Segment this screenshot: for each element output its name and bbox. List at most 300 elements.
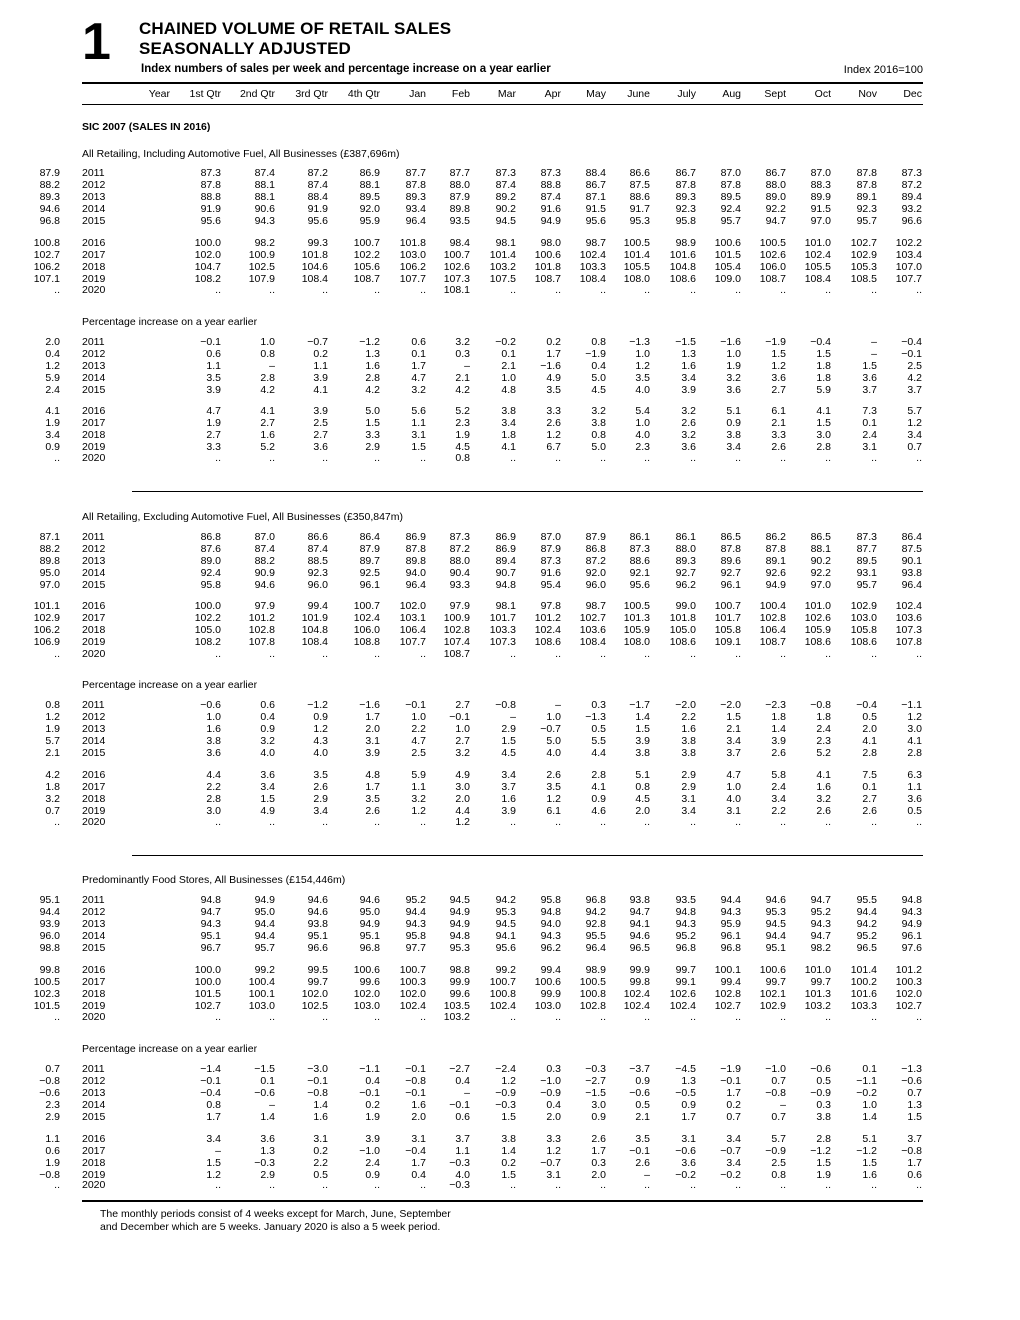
cell-value: 96.5 <box>629 942 650 954</box>
row-year: 2017 <box>82 417 106 429</box>
cell-value: 92.4 <box>200 567 221 579</box>
cell-value: 99.4 <box>540 964 561 976</box>
cell-value: 3.2 <box>726 372 741 384</box>
cell-value: 3.0 <box>206 805 221 817</box>
cell-value: 0.7 <box>907 1087 922 1099</box>
cell-value: 1.7 <box>907 1157 922 1169</box>
cell-value: 1.2 <box>546 429 561 441</box>
cell-value: 96.2 <box>540 942 561 954</box>
cell-value: 94.2 <box>585 906 606 918</box>
cell-value: 87.3 <box>449 531 470 543</box>
cell-value: 5.8 <box>771 769 786 781</box>
cell-value: −1.1 <box>359 1063 380 1075</box>
cell-value: 102.5 <box>301 1000 328 1012</box>
cell-value: 95.1 <box>39 894 60 906</box>
cell-value: 91.7 <box>629 203 650 215</box>
cell-value: 88.4 <box>307 191 328 203</box>
cell-value: 92.5 <box>359 567 380 579</box>
cell-value: 102.4 <box>804 249 831 261</box>
cell-value: .. <box>600 816 606 828</box>
cell-value: 87.8 <box>856 179 877 191</box>
cell-value: −1.6 <box>540 360 561 372</box>
cell-value: 1.6 <box>681 723 696 735</box>
cell-value: 86.1 <box>629 531 650 543</box>
cell-value: 99.5 <box>307 964 328 976</box>
cell-value: 5.9 <box>45 372 60 384</box>
cell-value: .. <box>269 1179 275 1191</box>
cell-value: 0.7 <box>771 1075 786 1087</box>
cell-value: 98.0 <box>540 237 561 249</box>
cell-value: 7.3 <box>862 405 877 417</box>
cell-value: 87.4 <box>254 167 275 179</box>
cell-value: 87.2 <box>901 179 922 191</box>
cell-value: 105.6 <box>353 261 380 273</box>
cell-value: 86.9 <box>359 167 380 179</box>
cell-value: 99.0 <box>675 600 696 612</box>
cell-value: .. <box>215 648 221 660</box>
cell-value: – <box>215 1145 221 1157</box>
cell-value: −0.9 <box>765 1145 786 1157</box>
cell-value: .. <box>871 1011 877 1023</box>
cell-value: −0.1 <box>307 1075 328 1087</box>
cell-value: 1.5 <box>206 1157 221 1169</box>
cell-value: 2.8 <box>907 747 922 759</box>
cell-value: .. <box>54 816 60 828</box>
cell-value: 5.0 <box>546 735 561 747</box>
cell-value: 0.9 <box>635 1075 650 1087</box>
row-year: 2016 <box>82 1133 106 1145</box>
cell-value: 3.4 <box>907 429 922 441</box>
cell-value: 4.0 <box>726 793 741 805</box>
cell-value: .. <box>735 1179 741 1191</box>
cell-value: 100.5 <box>759 237 786 249</box>
cell-value: .. <box>735 1011 741 1023</box>
cell-value: 4.7 <box>411 735 426 747</box>
cell-value: 3.9 <box>635 735 650 747</box>
cell-value: 87.3 <box>901 167 922 179</box>
cell-value: 3.9 <box>771 735 786 747</box>
cell-value: −1.3 <box>629 336 650 348</box>
row-year: 2015 <box>82 1111 106 1123</box>
cell-value: 105.8 <box>850 624 877 636</box>
cell-value: 2.1 <box>771 417 786 429</box>
cell-value: 3.0 <box>455 781 470 793</box>
cell-value: .. <box>871 452 877 464</box>
cell-value: 1.1 <box>313 360 328 372</box>
cell-value: 1.6 <box>862 1169 877 1181</box>
cell-value: 94.7 <box>200 906 221 918</box>
row-year: 2012 <box>82 348 106 360</box>
cell-value: .. <box>600 1179 606 1191</box>
cell-value: 100.4 <box>248 976 275 988</box>
cell-value: 103.6 <box>895 612 922 624</box>
cell-value: 90.1 <box>901 555 922 567</box>
cell-value: 1.1 <box>907 781 922 793</box>
cell-value: .. <box>510 1011 516 1023</box>
cell-value: −1.6 <box>359 699 380 711</box>
cell-value: 4.7 <box>726 769 741 781</box>
cell-value: 0.6 <box>411 336 426 348</box>
cell-value: 1.4 <box>501 1145 516 1157</box>
row-year: 2015 <box>82 579 106 591</box>
cell-value: 1.2 <box>411 805 426 817</box>
cell-value: 87.0 <box>810 167 831 179</box>
cell-value: 103.0 <box>850 612 877 624</box>
cell-value: 3.9 <box>681 384 696 396</box>
cell-value: 3.8 <box>681 747 696 759</box>
cell-value: 101.2 <box>895 964 922 976</box>
cell-value: 3.1 <box>365 735 380 747</box>
cell-value: 0.5 <box>635 1099 650 1111</box>
cell-value: 4.2 <box>45 769 60 781</box>
cell-value: −0.8 <box>307 1087 328 1099</box>
cell-value: 4.6 <box>591 805 606 817</box>
cell-value: 101.2 <box>248 612 275 624</box>
cell-value: −0.5 <box>675 1087 696 1099</box>
cell-value: 95.0 <box>254 906 275 918</box>
cell-value: 4.4 <box>455 805 470 817</box>
cell-value: 99.7 <box>675 964 696 976</box>
title-line-1: CHAINED VOLUME OF RETAIL SALES <box>139 19 452 38</box>
cell-value: −0.1 <box>200 336 221 348</box>
cell-value: −0.8 <box>405 1075 426 1087</box>
cell-value: −0.9 <box>495 1087 516 1099</box>
cell-value: 2.4 <box>862 429 877 441</box>
cell-value: 95.3 <box>449 942 470 954</box>
cell-value: 103.2 <box>443 1011 470 1023</box>
cell-value: 0.8 <box>771 1169 786 1181</box>
cell-value: 0.9 <box>260 723 275 735</box>
cell-value: −2.7 <box>585 1075 606 1087</box>
cell-value: 1.5 <box>501 1111 516 1123</box>
cell-value: .. <box>215 452 221 464</box>
cell-value: 5.2 <box>260 441 275 453</box>
cell-value: 0.1 <box>501 348 516 360</box>
cell-value: 87.0 <box>254 531 275 543</box>
cell-value: 94.9 <box>359 918 380 930</box>
cell-value: 98.2 <box>810 942 831 954</box>
cell-value: 5.9 <box>816 384 831 396</box>
cell-value: 95.0 <box>39 567 60 579</box>
cell-value: 95.2 <box>405 894 426 906</box>
cell-value: – <box>269 360 275 372</box>
cell-value: 88.2 <box>39 179 60 191</box>
cell-value: .. <box>269 1011 275 1023</box>
cell-value: 102.6 <box>804 612 831 624</box>
cell-value: 1.6 <box>313 1111 328 1123</box>
cell-value: 107.8 <box>895 636 922 648</box>
cell-value: 2.4 <box>816 723 831 735</box>
cell-value: 108.7 <box>759 636 786 648</box>
cell-value: 5.7 <box>907 405 922 417</box>
cell-value: 101.7 <box>714 612 741 624</box>
cell-value: 2.3 <box>455 417 470 429</box>
cell-value: 102.7 <box>895 1000 922 1012</box>
cell-value: 2.8 <box>206 793 221 805</box>
cell-value: 92.3 <box>307 567 328 579</box>
row-year: 2019 <box>82 273 106 285</box>
cell-value: 3.5 <box>206 372 221 384</box>
cell-value: 86.5 <box>810 531 831 543</box>
cell-value: 98.1 <box>495 600 516 612</box>
cell-value: 96.8 <box>359 942 380 954</box>
cell-value: 100.1 <box>714 964 741 976</box>
cell-value: −1.6 <box>720 336 741 348</box>
section-divider <box>132 491 923 492</box>
cell-value: −0.3 <box>449 1179 470 1191</box>
cell-value: 3.6 <box>260 1133 275 1145</box>
cell-value: 0.2 <box>546 336 561 348</box>
cell-value: 0.5 <box>591 723 606 735</box>
cell-value: 2.4 <box>365 1157 380 1169</box>
cell-value: 1.7 <box>365 781 380 793</box>
row-year: 2011 <box>82 531 105 543</box>
cell-value: 87.8 <box>765 543 786 555</box>
cell-value: 94.9 <box>449 906 470 918</box>
cell-value: .. <box>374 452 380 464</box>
cell-value: 95.3 <box>629 215 650 227</box>
pct-section-label: Percentage increase on a year earlier <box>82 679 258 691</box>
cell-value: 3.1 <box>681 1133 696 1145</box>
cell-value: 1.2 <box>455 816 470 828</box>
cell-value: 95.6 <box>495 942 516 954</box>
cell-value: 1.9 <box>45 417 60 429</box>
cell-value: 102.2 <box>194 612 221 624</box>
cell-value: 101.9 <box>301 612 328 624</box>
cell-value: 94.4 <box>254 930 275 942</box>
cell-value: 100.5 <box>623 600 650 612</box>
cell-value: 1.5 <box>726 711 741 723</box>
cell-value: −0.6 <box>810 1063 831 1075</box>
cell-value: .. <box>644 1179 650 1191</box>
cell-value: −2.3 <box>765 699 786 711</box>
cell-value: 0.1 <box>260 1075 275 1087</box>
cell-value: .. <box>690 452 696 464</box>
cell-value: 108.7 <box>759 273 786 285</box>
cell-value: .. <box>322 284 328 296</box>
cell-value: 90.7 <box>495 567 516 579</box>
cell-value: .. <box>871 816 877 828</box>
cell-value: −0.4 <box>405 1145 426 1157</box>
cell-value: 0.6 <box>907 1169 922 1181</box>
cell-value: 1.9 <box>455 429 470 441</box>
cell-value: .. <box>825 452 831 464</box>
cell-value: 100.6 <box>714 237 741 249</box>
cell-value: .. <box>825 284 831 296</box>
cell-value: 4.1 <box>501 441 516 453</box>
cell-value: 86.6 <box>629 167 650 179</box>
cell-value: 3.4 <box>313 805 328 817</box>
cell-value: 97.6 <box>901 942 922 954</box>
cell-value: 102.7 <box>194 1000 221 1012</box>
cell-value: 95.6 <box>585 215 606 227</box>
cell-value: 94.8 <box>449 930 470 942</box>
cell-value: 100.5 <box>33 976 60 988</box>
cell-value: 1.8 <box>816 372 831 384</box>
cell-value: .. <box>735 284 741 296</box>
row-year: 2019 <box>82 1000 106 1012</box>
cell-value: 6.7 <box>546 441 561 453</box>
cell-value: 100.9 <box>248 249 275 261</box>
page-number: 1 <box>82 13 111 71</box>
cell-value: 92.0 <box>585 567 606 579</box>
cell-value: 94.6 <box>254 579 275 591</box>
cell-value: 3.4 <box>726 1157 741 1169</box>
cell-value: 101.0 <box>804 237 831 249</box>
cell-value: 87.6 <box>200 543 221 555</box>
cell-value: 87.4 <box>540 191 561 203</box>
cell-value: 88.5 <box>307 555 328 567</box>
cell-value: 2.4 <box>45 384 60 396</box>
cell-value: 5.2 <box>816 747 831 759</box>
cell-value: 0.3 <box>591 1157 606 1169</box>
cell-value: 101.4 <box>489 249 516 261</box>
cell-value: 101.4 <box>623 249 650 261</box>
cell-value: .. <box>916 284 922 296</box>
cell-value: .. <box>690 648 696 660</box>
cell-value: 0.1 <box>862 417 877 429</box>
cell-value: 0.5 <box>816 1075 831 1087</box>
cell-value: 97.9 <box>254 600 275 612</box>
cell-value: 92.8 <box>585 918 606 930</box>
cell-value: 105.0 <box>194 624 221 636</box>
cell-value: 3.7 <box>455 1133 470 1145</box>
cell-value: 96.4 <box>405 215 426 227</box>
cell-value: 4.5 <box>635 793 650 805</box>
cell-value: 94.2 <box>495 894 516 906</box>
cell-value: 95.7 <box>254 942 275 954</box>
cell-value: 107.7 <box>399 636 426 648</box>
cell-value: 96.8 <box>585 894 606 906</box>
cell-value: 100.8 <box>579 988 606 1000</box>
cell-value: 100.7 <box>353 237 380 249</box>
cell-value: 1.5 <box>816 417 831 429</box>
cell-value: 100.8 <box>33 237 60 249</box>
cell-value: .. <box>825 816 831 828</box>
cell-value: 5.0 <box>591 441 606 453</box>
cell-value: – <box>871 336 877 348</box>
cell-value: 3.7 <box>726 747 741 759</box>
cell-value: 0.2 <box>501 1157 516 1169</box>
cell-value: 1.0 <box>501 372 516 384</box>
cell-value: 0.4 <box>411 1169 426 1181</box>
row-year: 2013 <box>82 191 106 203</box>
cell-value: 2.6 <box>681 417 696 429</box>
cell-value: 89.5 <box>856 555 877 567</box>
cell-value: 98.9 <box>585 964 606 976</box>
cell-value: 5.0 <box>591 372 606 384</box>
cell-value: 101.8 <box>301 249 328 261</box>
cell-value: 1.1 <box>45 1133 60 1145</box>
cell-value: .. <box>510 816 516 828</box>
cell-value: 6.3 <box>907 769 922 781</box>
cell-value: .. <box>825 1179 831 1191</box>
cell-value: 95.1 <box>359 930 380 942</box>
cell-value: −0.8 <box>39 1075 60 1087</box>
cell-value: 0.9 <box>591 793 606 805</box>
cell-value: 87.7 <box>856 543 877 555</box>
cell-value: 94.6 <box>39 203 60 215</box>
cell-value: 92.7 <box>675 567 696 579</box>
cell-value: 90.6 <box>254 203 275 215</box>
row-year: 2016 <box>82 769 106 781</box>
cell-value: 89.5 <box>359 191 380 203</box>
cell-value: 100.7 <box>353 600 380 612</box>
cell-value: 3.1 <box>862 441 877 453</box>
cell-value: .. <box>215 284 221 296</box>
cell-value: 87.0 <box>720 167 741 179</box>
cell-value: 102.7 <box>33 249 60 261</box>
cell-value: 1.0 <box>546 711 561 723</box>
cell-value: −1.2 <box>359 336 380 348</box>
cell-value: 5.1 <box>726 405 741 417</box>
cell-value: 2.1 <box>726 723 741 735</box>
cell-value: 4.4 <box>206 769 221 781</box>
cell-value: 1.2 <box>45 711 60 723</box>
cell-value: 95.6 <box>200 215 221 227</box>
column-header: Oct <box>814 88 831 100</box>
cell-value: 92.2 <box>810 567 831 579</box>
cell-value: 2.6 <box>771 747 786 759</box>
cell-value: −0.8 <box>39 1169 60 1181</box>
cell-value: 107.1 <box>33 273 60 285</box>
row-year: 2013 <box>82 555 106 567</box>
cell-value: 1.6 <box>365 360 380 372</box>
cell-value: .. <box>916 1179 922 1191</box>
cell-value: 102.0 <box>399 988 426 1000</box>
cell-value: 94.8 <box>200 894 221 906</box>
cell-value: 95.2 <box>856 930 877 942</box>
cell-value: −0.9 <box>540 1087 561 1099</box>
cell-value: .. <box>374 1011 380 1023</box>
cell-value: .. <box>916 1011 922 1023</box>
cell-value: −0.6 <box>200 699 221 711</box>
cell-value: 102.4 <box>895 600 922 612</box>
cell-value: 99.9 <box>449 976 470 988</box>
cell-value: 3.1 <box>411 1133 426 1145</box>
cell-value: 3.4 <box>501 417 516 429</box>
cell-value: 3.1 <box>681 793 696 805</box>
cell-value: 92.6 <box>765 567 786 579</box>
column-header: Nov <box>858 88 877 100</box>
cell-value: 3.9 <box>365 1133 380 1145</box>
cell-value: 3.9 <box>501 805 516 817</box>
cell-value: .. <box>916 648 922 660</box>
cell-value: 3.2 <box>681 429 696 441</box>
cell-value: 94.5 <box>495 215 516 227</box>
table-bottom-rule <box>82 1200 923 1202</box>
cell-value: −1.2 <box>307 699 328 711</box>
cell-value: 88.1 <box>810 543 831 555</box>
cell-value: 94.3 <box>405 918 426 930</box>
cell-value: .. <box>735 452 741 464</box>
cell-value: 2.6 <box>816 805 831 817</box>
cell-value: 1.1 <box>411 781 426 793</box>
cell-value: 3.9 <box>313 372 328 384</box>
cell-value: 0.2 <box>313 1145 328 1157</box>
cell-value: −0.7 <box>540 723 561 735</box>
cell-value: 89.5 <box>720 191 741 203</box>
cell-value: 2.5 <box>313 417 328 429</box>
cell-value: 3.2 <box>455 336 470 348</box>
cell-value: 2.2 <box>313 1157 328 1169</box>
cell-value: 86.6 <box>307 531 328 543</box>
cell-value: 106.2 <box>399 261 426 273</box>
cell-value: −0.6 <box>39 1087 60 1099</box>
cell-value: 100.7 <box>489 976 516 988</box>
cell-value: 3.7 <box>907 384 922 396</box>
cell-value: −0.6 <box>675 1145 696 1157</box>
